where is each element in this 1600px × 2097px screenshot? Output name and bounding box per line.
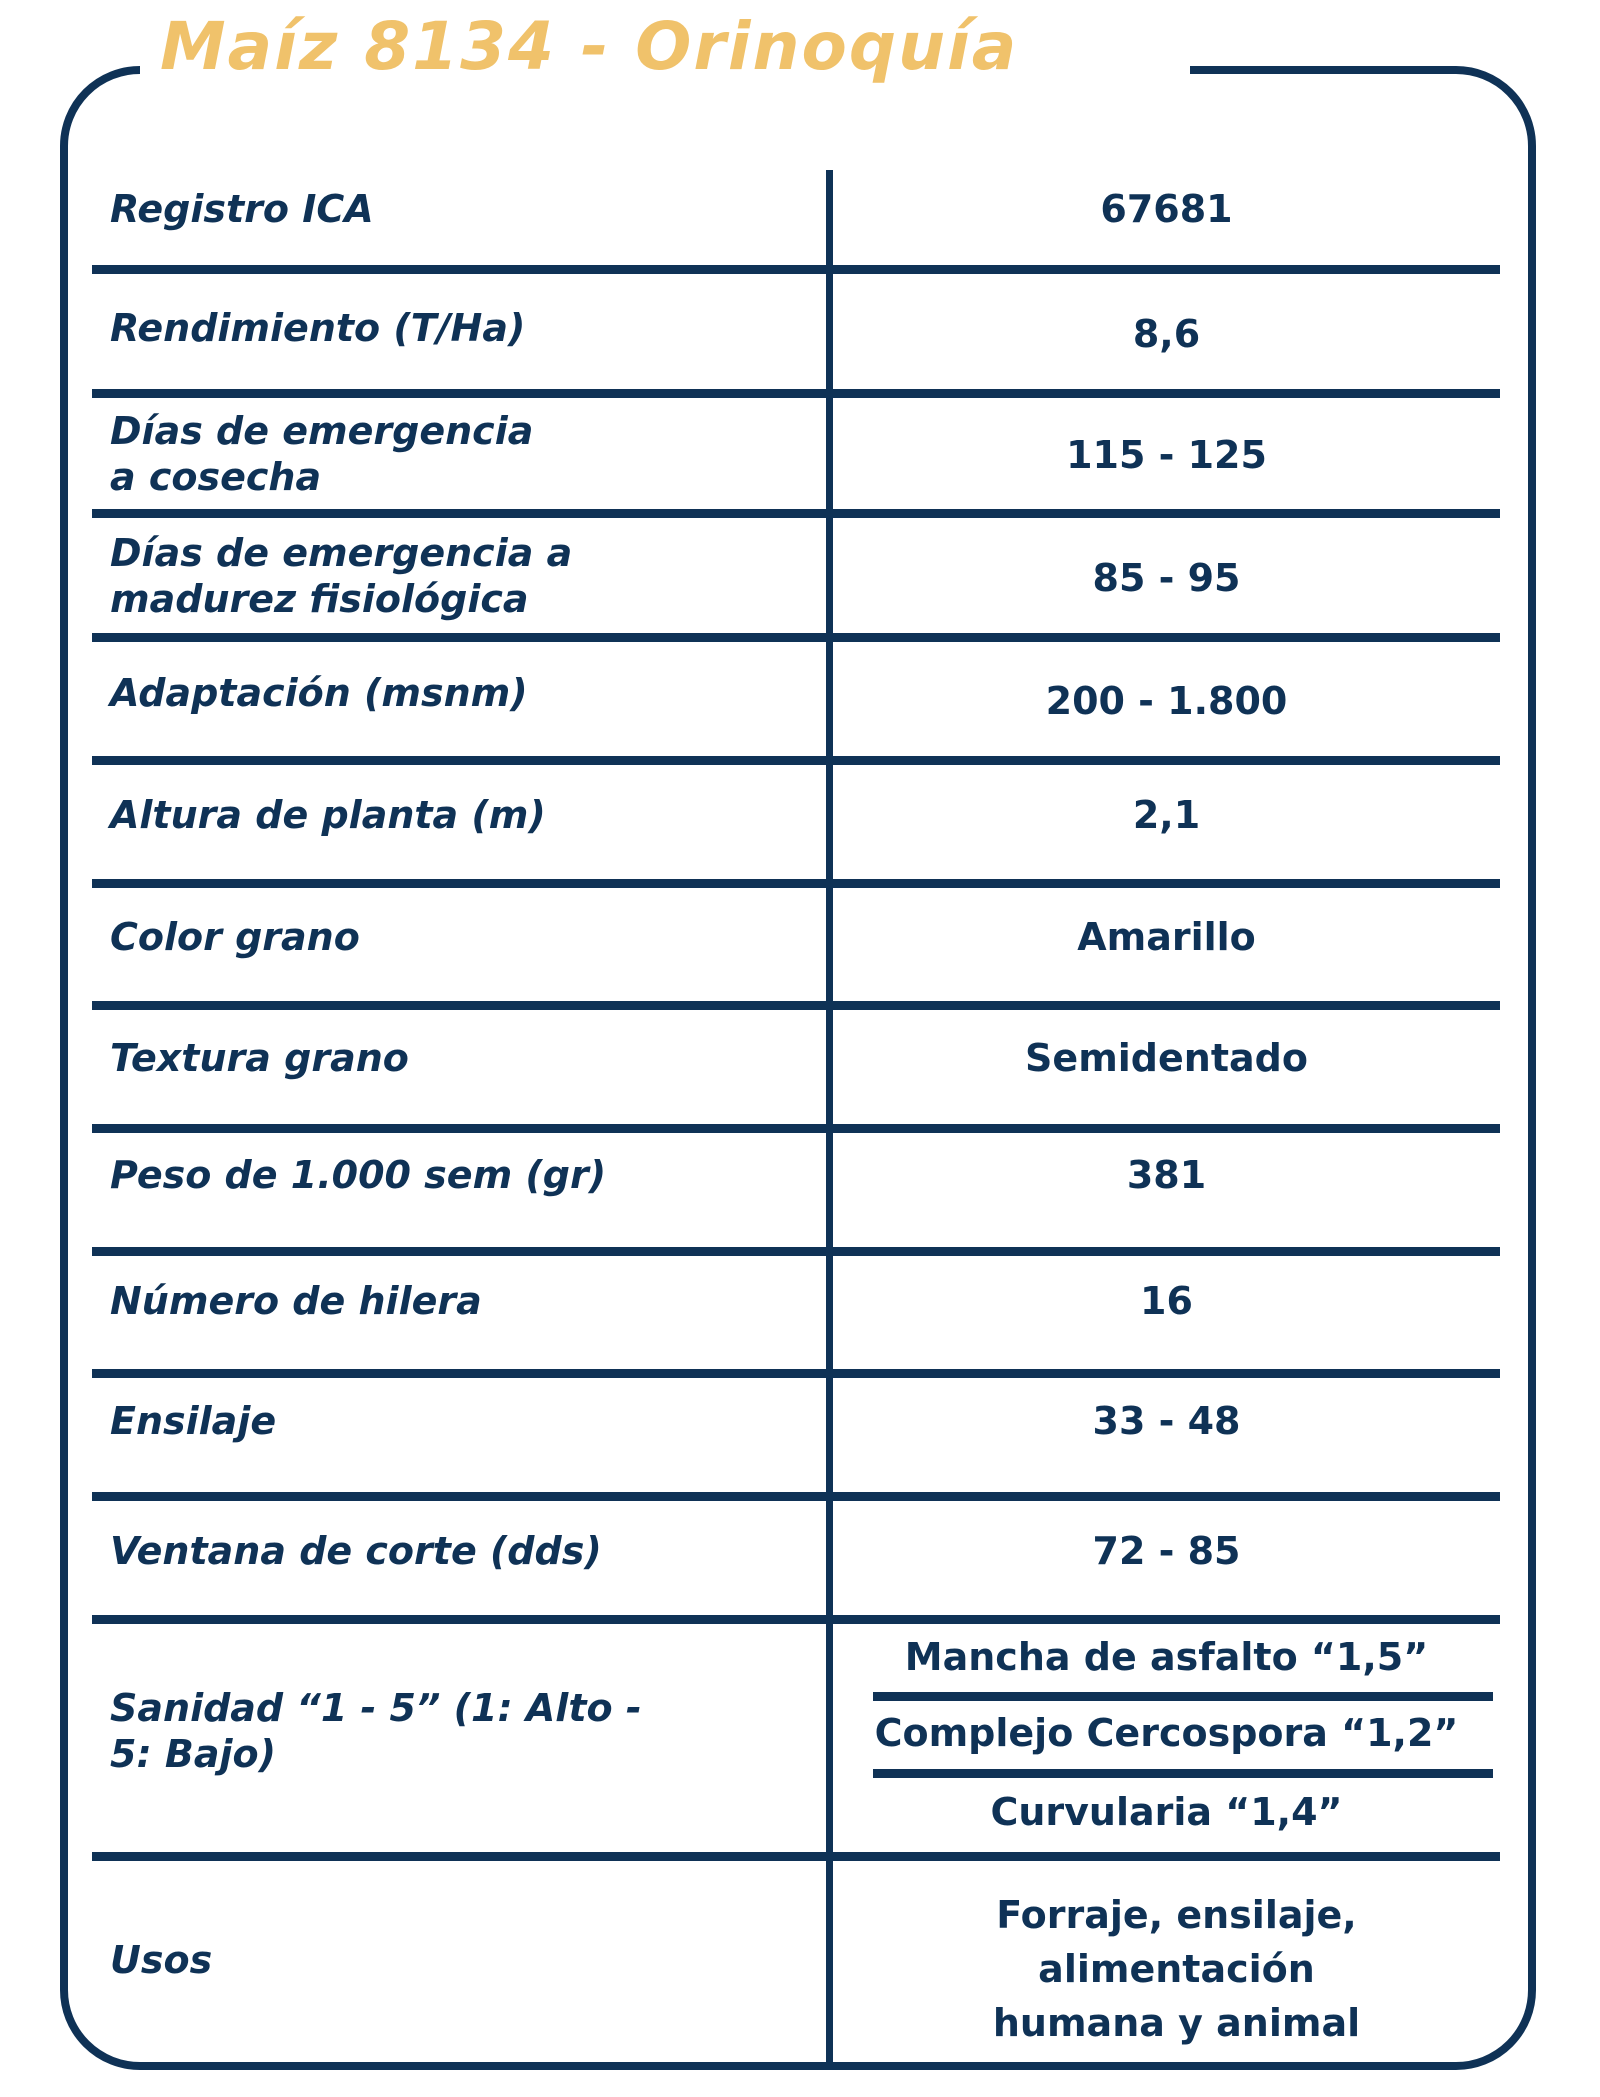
- label-line: 5: Bajo): [110, 1732, 276, 1776]
- value-line: humana y animal: [992, 2001, 1361, 2045]
- row-divider: [92, 389, 1500, 398]
- row-value-ensilaje: 33 - 48: [1092, 1399, 1241, 1443]
- row-label-rendimiento: Rendimiento (T/Ha): [110, 306, 526, 350]
- row-label-adaptacion: Adaptación (msnm): [110, 671, 528, 715]
- row-value-peso: 381: [1126, 1153, 1207, 1197]
- row-label-ensilaje: Ensilaje: [110, 1399, 277, 1443]
- row-label-sanidad: [110, 1685, 642, 1777]
- label-line: madurez fisiológica: [110, 577, 529, 621]
- row-divider: [92, 1615, 1500, 1624]
- column-divider: [826, 170, 833, 2070]
- label-line: Días de emergencia a: [110, 531, 573, 575]
- row-value-textura-grano: Semidentado: [1025, 1036, 1308, 1080]
- row-value-ventana-corte: 72 - 85: [1092, 1529, 1241, 1573]
- row-value-dias-madurez: 85 - 95: [1092, 556, 1241, 600]
- row-label-dias-cosecha: [110, 408, 533, 500]
- row-label-peso: Peso de 1.000 sem (gr): [110, 1153, 607, 1197]
- row-divider: [92, 265, 1500, 274]
- row-value-registro-ica: 67681: [1100, 187, 1233, 231]
- sanidad-subdivider: [873, 1769, 1493, 1778]
- value-line: Forraje, ensilaje,: [996, 1893, 1357, 1937]
- row-divider: [92, 633, 1500, 642]
- sanidad-curvularia: Curvularia “1,4”: [990, 1790, 1343, 1834]
- page-title: Maíz 8134 - Orinoquía: [160, 8, 1019, 85]
- row-divider: [92, 1001, 1500, 1010]
- row-divider: [92, 1247, 1500, 1256]
- row-label-dias-madurez: [110, 530, 572, 622]
- row-value-dias-cosecha: 115 - 125: [1066, 433, 1267, 477]
- sanidad-subdivider: [873, 1692, 1493, 1701]
- label-line: a cosecha: [110, 455, 322, 499]
- row-value-altura: 2,1: [1132, 793, 1201, 837]
- row-label-color-grano: Color grano: [110, 915, 360, 959]
- row-value-rendimiento: 8,6: [1132, 312, 1201, 356]
- row-divider: [92, 509, 1500, 518]
- label-line: Días de emergencia: [110, 409, 534, 453]
- row-label-altura: Altura de planta (m): [110, 793, 546, 837]
- row-label-textura-grano: Textura grano: [110, 1036, 409, 1080]
- row-value-adaptacion: 200 - 1.800: [1045, 679, 1288, 723]
- row-divider: [92, 879, 1500, 888]
- row-value-usos: [843, 1888, 1510, 2050]
- row-label-numero-hilera: Número de hilera: [110, 1279, 482, 1323]
- row-value-numero-hilera: 16: [1140, 1279, 1193, 1323]
- label-line: Sanidad “1 - 5” (1: Alto -: [110, 1686, 642, 1730]
- row-divider: [92, 1124, 1500, 1133]
- row-divider: [92, 756, 1500, 765]
- row-divider: [92, 1852, 1500, 1861]
- row-label-ventana-corte: Ventana de corte (dds): [110, 1529, 602, 1573]
- sanidad-mancha-asfalto: Mancha de asfalto “1,5”: [904, 1635, 1429, 1679]
- row-divider: [92, 1369, 1500, 1378]
- value-line: alimentación: [1038, 1947, 1315, 1991]
- sanidad-complejo-cercospora: Complejo Cercospora “1,2”: [874, 1711, 1459, 1755]
- row-divider: [92, 1492, 1500, 1501]
- row-label-usos: Usos: [110, 1938, 213, 1982]
- row-label-registro-ica: Registro ICA: [110, 187, 374, 231]
- row-value-color-grano: Amarillo: [1077, 915, 1256, 959]
